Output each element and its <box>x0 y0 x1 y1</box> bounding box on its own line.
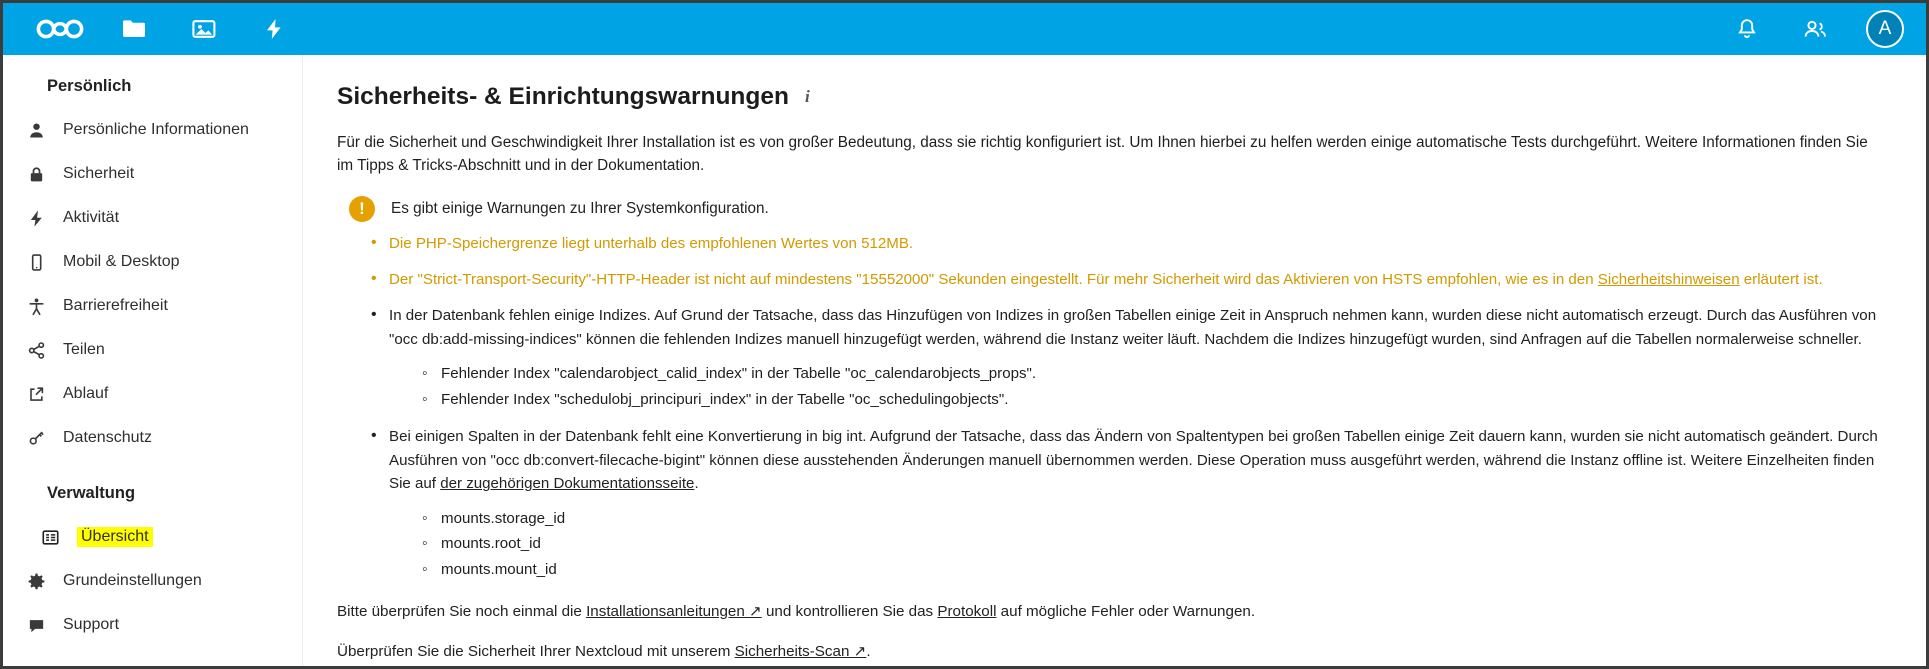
warning-header <box>349 196 1892 222</box>
main-content <box>303 55 1926 666</box>
flow-icon <box>21 385 51 404</box>
sidebar-item-sharing[interactable] <box>3 328 302 372</box>
page-title-text: Sicherheits- & Einrichtungswarnungen <box>337 83 789 110</box>
nextcloud-logo[interactable] <box>29 12 91 46</box>
footer-line2-pre: Überprüfen Sie die Sicherheit Ihrer Nextcloud mit unserem <box>337 642 735 660</box>
sidebar-item-label: Mobil & Desktop <box>63 253 180 270</box>
sidebar-item-overview[interactable] <box>17 515 302 559</box>
sidebar-item-privacy[interactable] <box>3 416 302 460</box>
list-item: ◦ mounts.mount_id <box>441 557 1892 583</box>
bigint-docs-link[interactable]: der zugehörigen Dokumentationsseite <box>440 475 695 493</box>
list-item: ◦ mounts.root_id <box>441 531 1892 557</box>
warning-item-hsts <box>389 268 1892 291</box>
warning-list <box>337 232 1892 583</box>
security-tips-link[interactable]: Sicherheitshinweisen <box>1597 270 1740 288</box>
sidebar-item-label: Übersicht <box>77 527 153 547</box>
share-icon <box>21 341 51 360</box>
sidebar-item-label: Barrierefreiheit <box>63 297 168 314</box>
warning-badge-icon: ! <box>349 196 375 222</box>
sidebar-item-basic-settings[interactable] <box>3 559 302 603</box>
activity-icon <box>21 209 51 228</box>
sidebar-item-support[interactable] <box>3 603 302 647</box>
overview-icon <box>35 528 65 547</box>
sidebar-heading-administration: Verwaltung <box>47 484 136 502</box>
footer-line1-post: auf mögliche Fehler oder Warnungen. <box>996 602 1256 620</box>
info-icon[interactable]: i <box>804 87 810 106</box>
gear-icon <box>21 572 51 591</box>
footer-line1-pre: Bitte überprüfen Sie noch einmal die <box>337 602 587 620</box>
list-item: ◦ Fehlender Index "schedulobj_principuri_index" in der Tabelle "oc_schedulingobjects". <box>441 387 1892 413</box>
sidebar-item-activity[interactable] <box>3 196 302 240</box>
sidebar-item-mobile-desktop[interactable] <box>3 240 302 284</box>
sidebar-item-flow[interactable] <box>3 372 302 416</box>
lock-icon <box>21 165 51 184</box>
intro-text: Für die Sicherheit und Geschwindigkeit Ihrer Installation ist es von großer Bedeutung, dass sie richtig konfiguriert ist. Um Ihnen hierbei zu helfen werden einige automatische Tests durchgeführt. Weitere Informationen finden Sie im Tipps & Tricks-Abschnitt und in der Dokumentation. <box>337 134 1868 175</box>
warning-item-missing-indices <box>389 304 1892 412</box>
sidebar-item-label: Sicherheit <box>63 165 135 182</box>
page-title <box>337 83 1892 111</box>
bell-icon[interactable] <box>1730 12 1764 46</box>
sidebar-heading-personal: Persönlich <box>47 77 132 95</box>
top-navigation <box>117 12 291 46</box>
footer-line-1 <box>337 600 1892 624</box>
missing-indices-sublist <box>389 361 1892 412</box>
warning-hsts-text-post: erläutert ist. <box>1739 270 1823 288</box>
sidebar-item-label: Grundeinstellungen <box>63 572 202 589</box>
sidebar-item-label: Aktivität <box>63 209 120 226</box>
sidebar-item-security[interactable] <box>3 152 302 196</box>
activity-icon[interactable] <box>257 12 291 46</box>
sidebar-item-personal-info[interactable] <box>3 108 302 152</box>
bigint-columns-sublist <box>389 506 1892 583</box>
avatar[interactable]: A <box>1866 10 1904 48</box>
contacts-icon[interactable] <box>1798 12 1832 46</box>
sidebar-item-label: Teilen <box>63 341 105 358</box>
list-item: ◦ mounts.storage_id <box>441 506 1892 532</box>
sidebar-item-label: Support <box>63 616 120 633</box>
sidebar <box>3 55 303 666</box>
security-scan-link[interactable]: Sicherheits-Scan ↗ <box>734 642 867 660</box>
warning-hsts-text-pre: Der "Strict-Transport-Security"-HTTP-Header ist nicht auf mindestens "15552000" Sekunden eingestellt. Für mehr Sicherheit wird das Aktivieren von HSTS empfohlen, wie es in den <box>389 270 1598 288</box>
sidebar-item-label: Datenschutz <box>63 429 152 446</box>
user-icon <box>21 121 51 140</box>
footer-line-2 <box>337 640 1892 664</box>
installation-guide-link[interactable]: Installationsanleitungen ↗ <box>586 602 762 620</box>
sidebar-item-label: Ablauf <box>63 385 109 402</box>
mobile-icon <box>21 253 51 272</box>
privacy-icon <box>21 429 51 448</box>
support-icon <box>21 616 51 635</box>
sidebar-item-accessibility[interactable] <box>3 284 302 328</box>
log-link[interactable]: Protokoll <box>937 602 997 620</box>
folder-icon[interactable] <box>117 12 151 46</box>
list-item: ◦ Fehlender Index "calendarobject_calid_index" in der Tabelle "oc_calendarobjects_props". <box>441 361 1892 387</box>
warning-item-bigint <box>389 425 1892 582</box>
top-bar <box>3 3 1926 55</box>
sidebar-item-label: Persönliche Informationen <box>63 121 249 138</box>
footer-line1-mid: und kontrollieren Sie das <box>761 602 938 620</box>
warning-bigint-text-pre: Bei einigen Spalten in der Datenbank fehlt eine Konvertierung in big int. Aufgrund der Tatsache, dass das Ändern von Spaltentypen bei großen Tabellen einige Zeit dauern kann, wurden sie nicht automatisch geändert. Durch Ausführen von "occ db:convert-filecache-bigint" können diese ausstehenden Änderungen manuell übernommen werden. Diese Operation muss ausgeführt werden, während die Instanz offline ist. Weitere Einzelheiten finden Sie auf <box>389 428 1878 493</box>
warning-header-text: Es gibt einige Warnungen zu Ihrer Systemkonfiguration. <box>391 199 769 217</box>
footer-line2-post: . <box>866 642 871 660</box>
accessibility-icon <box>21 297 51 316</box>
warning-item-php-memory <box>389 232 1892 255</box>
warning-bigint-text-post: . <box>694 475 699 493</box>
warning-indices-text: In der Datenbank fehlen einige Indizes. Auf Grund der Tatsache, dass das Hinzufügen von Indizes in großen Tabellen einige Zeit in Anspruch nehmen kann, wurden diese nicht automatisch erzeugt. Durch das Ausführen von "occ db:add-missing-indices" können die fehlenden Indizes manuell hinzugefügt werden, während die Instanz weiter läuft. Nachdem die Indizes hinzugefügt wurden, sind Anfragen auf die Tabellen normalerweise schneller. <box>389 307 1877 348</box>
photos-icon[interactable] <box>187 12 221 46</box>
top-bar-right <box>1730 10 1912 48</box>
warning-php-memory-text: Die PHP-Speichergrenze liegt unterhalb des empfohlenen Wertes von 512MB. <box>389 234 914 252</box>
